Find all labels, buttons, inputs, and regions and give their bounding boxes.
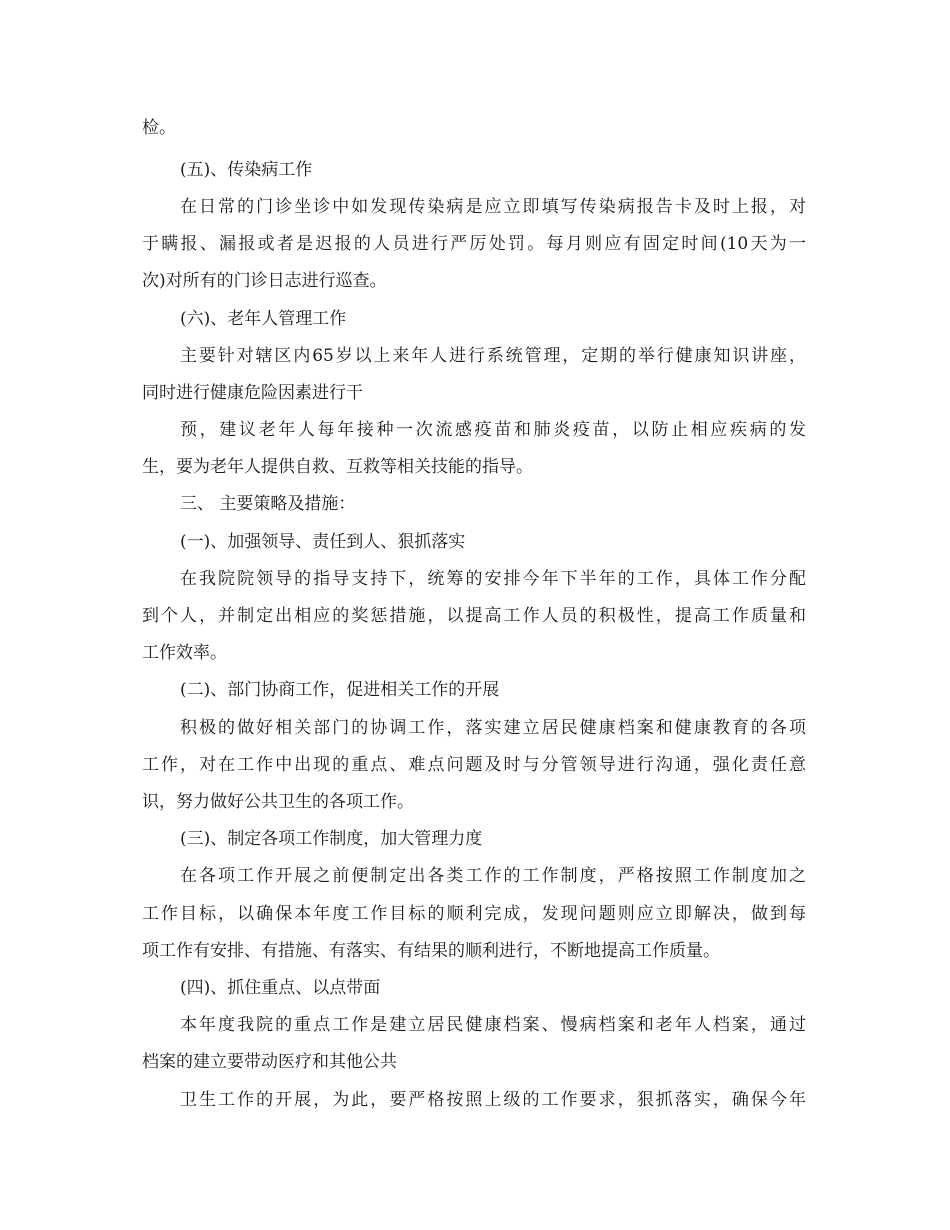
text-line: 档案的建立要带动医疗和其他公共 [142,1052,397,1072]
text-line: 于瞒报、漏报或者是迟报的人员进行严厉处罚。每月则应有固定时间(10天为一 [142,234,806,254]
text-line: 主要针对辖区内65岁以上来年人进行系统管理，定期的举行健康知识讲座， [180,346,806,366]
text-line: 预，建议老年人每年接种一次流感疫苗和肺炎疫苗，以防止相应疾病的发 [180,420,806,440]
text-line: 卫生工作的开展，为此，要严格按照上级的工作要求，狠抓落实，确保今年 [180,1090,806,1110]
text-line: 在各项工作开展之前便制定出各类工作的工作制度，严格按照工作制度加之 [180,866,806,886]
text-line: 次)对所有的门诊日志进行巡查。 [142,271,387,291]
text-line: 工作目标，以确保本年度工作目标的顺利完成，发现问题则应立即解决，做到每 [142,904,806,924]
section-heading: (三)、制定各项工作制度，加大管理力度 [180,829,483,849]
section-heading: (一)、加强领导、责任到人、狠抓落实 [180,532,466,552]
section-heading: (六)、老年人管理工作 [180,309,347,329]
section-heading: (五)、传染病工作 [180,160,313,180]
text-line: 在我院院领导的指导支持下，统筹的安排今年下半年的工作，具体工作分配 [180,569,806,589]
section-heading: (四)、抓住重点、以点带面 [180,978,381,998]
text-line: 积极的做好相关部门的协调工作，落实建立居民健康档案和健康教育的各项 [180,718,806,738]
text-line: 本年度我院的重点工作是建立居民健康档案、慢病档案和老年人档案，通过 [180,1015,806,1035]
text-line: 生，要为老年人提供自救、互救等相关技能的指导。 [142,457,533,477]
text-line: 工作效率。 [142,643,227,663]
section-heading: 三、 主要策略及措施： [180,494,356,514]
text-line: 同时进行健康危险因素进行干 [142,383,363,403]
text-line: 识，努力做好公共卫生的各项工作。 [142,792,414,812]
text-line: 项工作有安排、有措施、有落实、有结果的顺利进行，不断地提高工作质量。 [142,941,720,961]
text-line: 工作，对在工作中出现的重点、难点问题及时与分管领导进行沟通，强化责任意 [142,755,806,775]
text-line: 到个人，并制定出相应的奖惩措施，以提高工作人员的积极性，提高工作质量和 [142,606,806,626]
text-line: 检。 [142,118,176,138]
text-line: 在日常的门诊坐诊中如发现传染病是应立即填写传染病报告卡及时上报，对 [180,197,806,217]
section-heading: (二)、部门协商工作，促进相关工作的开展 [180,680,500,700]
